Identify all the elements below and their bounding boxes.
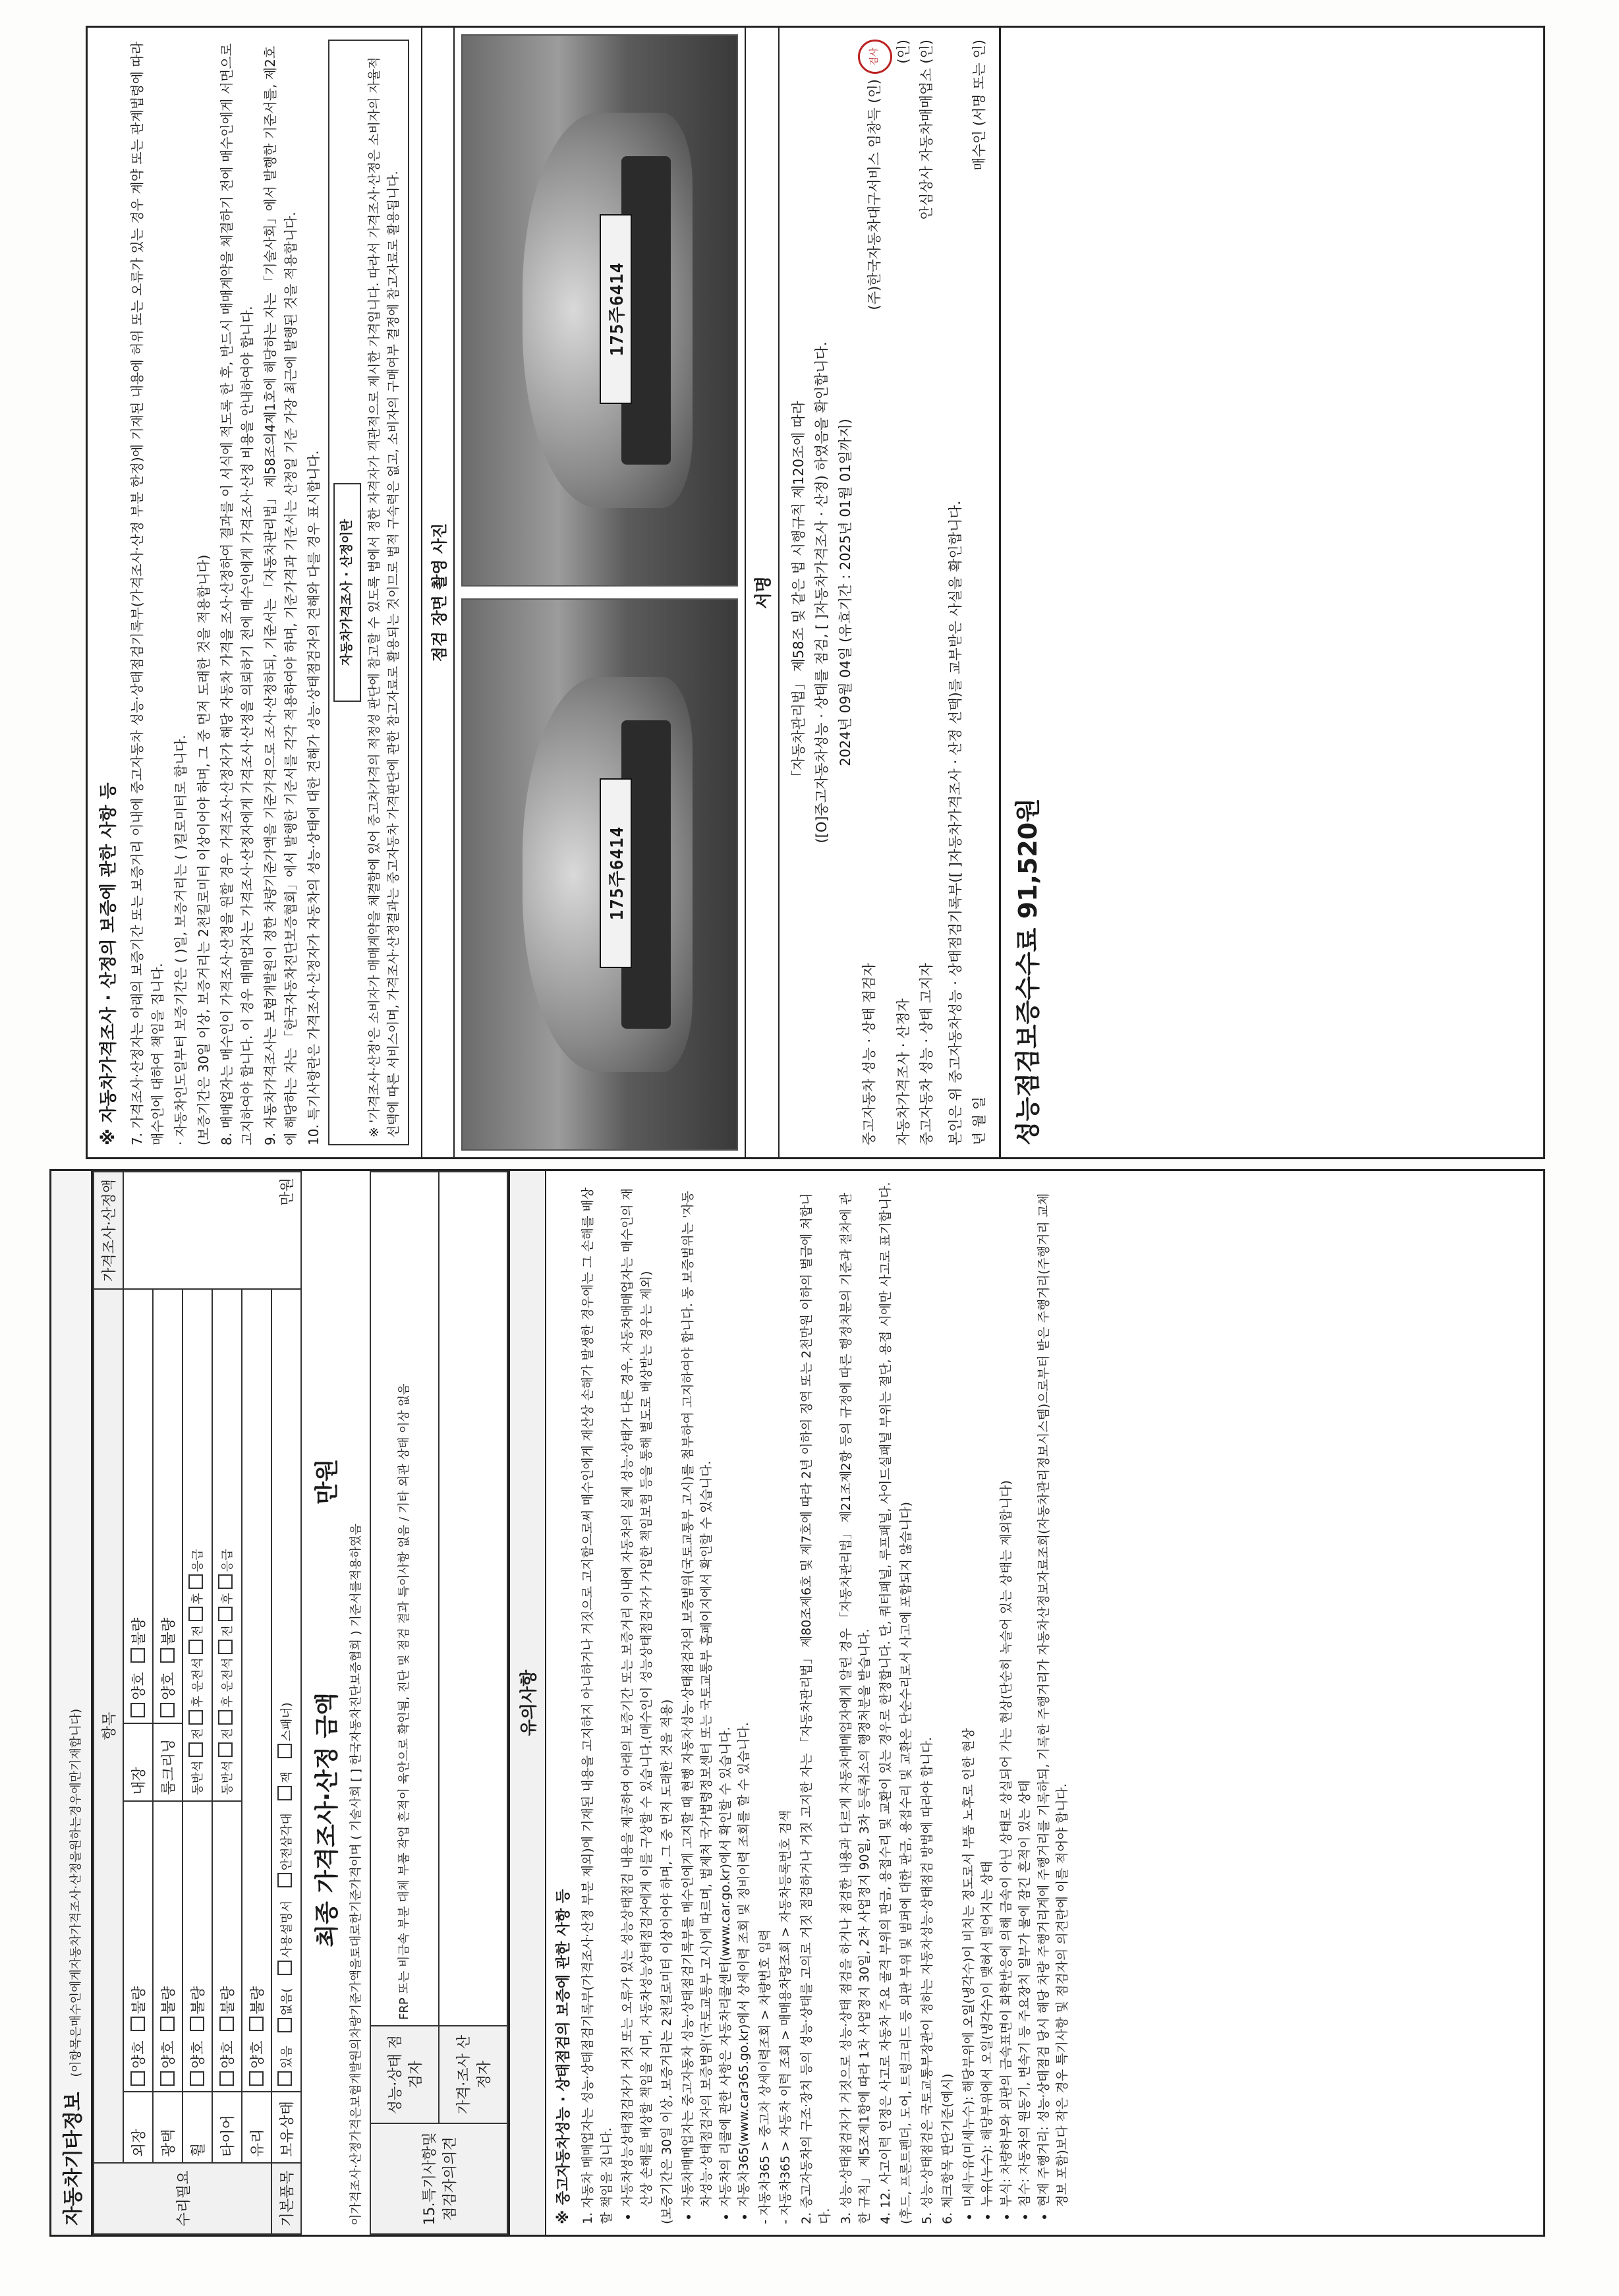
notice-item: • 자동차365(www.car365.go.kr)에서 상세이력 조회 및 정비이력 조회를 할 수 있습니다. <box>735 1182 754 2207</box>
row-label: 광택 <box>153 2092 183 2163</box>
table-row <box>242 1172 271 2234</box>
checkbox[interactable] <box>188 1574 203 1589</box>
checkbox-option[interactable]: 없음( <box>280 1988 294 2033</box>
notice-item: • 미세누유(미세누수): 해당부위에 오일(냉각수)이 비치는 정도로서 부품 노후로 인한 현상 <box>959 1182 979 2207</box>
opinion-label: 15.특기사항및 점검자의의견 <box>370 2123 507 2234</box>
license-plate: 175주6414 <box>600 214 633 404</box>
inspector-label: 성능·상태 점검자 <box>370 2026 439 2123</box>
signature-block <box>780 28 1000 1157</box>
table-row: 타이어 양호불량 동반석 전 후 운전석 전 후 응급 <box>212 1172 242 2234</box>
seat-label: 동반석 <box>190 1760 205 1795</box>
checkbox[interactable] <box>188 1710 203 1725</box>
signature-law-line: 「자동차관리법」 제58조 및 같은 법 시행규칙 제120조에 따라 <box>790 401 807 784</box>
checkbox[interactable] <box>218 1607 233 1621</box>
signer-role: 자동차가격조사 · 산정자 <box>895 998 911 1145</box>
assess-header: 가격조사·산정액 <box>94 1172 123 1289</box>
signer-name: (주)한국자동차대구서비스 임창득 <box>866 107 882 310</box>
opinion-table <box>370 1171 508 2235</box>
row-label: 내장 <box>123 1723 153 1801</box>
notice-section-title: 유의사항 <box>508 1171 546 2235</box>
buyer-row <box>968 40 992 1145</box>
pricing-definition-title: 자동차가격조사 · 산정이란 <box>333 483 360 702</box>
notice-item: (보증기간은 30일 이상, 보증거리는 2천킬로미터 이상이어야 하며, 그 중 먼저 도래한 것을 적용) <box>660 1699 675 2224</box>
pricing-guarantee-block <box>88 28 421 1157</box>
notice-item: • 누유(누수): 해당부위에서 오일(냉각수)이 맺혀서 떨어지는 상태 <box>978 1182 997 2207</box>
checkbox-option[interactable]: 양호 <box>250 2040 266 2086</box>
pricing-guarantee-title: ※ 자동차가격조사 · 산정의 보증에 관한 사항 등 <box>99 782 119 1145</box>
assessor-opinion <box>439 1172 507 2026</box>
notice-item: • 현재 주행거리: 성능·상태점검 당시 해당 차량 주행거리계에 주행거리를 기록하되, 기록한 주행거리가 자동차산정보자료조회(자동차관리정보시스템)으로부터 받은 주행거리(주행거리 교체 정보 포함)보다 작은 경우 특기사항 및 점검자의 의견란에 이를 적어야 합니다. <box>1035 1182 1072 2207</box>
inspection-photo-2 <box>461 34 738 587</box>
final-price-label: 최종 가격조사·산정 금액 <box>314 1692 341 1947</box>
final-price-unit: 만원 <box>314 1458 341 1505</box>
assessor-label: 가격·조사 산정자 <box>439 2026 507 2123</box>
checkbox[interactable] <box>218 1710 233 1725</box>
table-row <box>271 1172 301 2234</box>
other-info-header <box>51 1171 93 2235</box>
checkbox[interactable] <box>218 1574 233 1589</box>
final-price-note: 이가격조사·산정가격은보험개발원의차량기준가액을토대로한기준가격이며 ( 기술사회 [ ] 한국자동차진단보증협회 ) 기준서를적용하였음 <box>349 1523 363 2225</box>
notice-item: • 자동차성능상태점검자가 거짓 또는 오류가 있는 성능상태점검 내용을 제공하여 아래의 보증기간 또는 보증거리 이내에 자동차의 실제 성능·상태가 다른 경우, 자동차매매업자는 매수인의 재산상 손해를 배상할 책임을 지며, 자동차성능상태점검자에게 이를 구상할 수 있습니다.(매수인이 성능상태점검자가 가입한 책임보험 등을 통해 별도로 배상받는 경우는 제외) <box>618 1182 656 2207</box>
notice-item: • 부식: 차량하부와 외판의 금속표면이 화학반응에 의해 금속이 아닌 상태로 상실되어 가는 현상(단순히 녹슬어 있는 상태는 제외합니다) <box>997 1182 1016 2207</box>
row-label: 휠 <box>183 2092 212 2163</box>
pricing-definition-box <box>328 40 409 1145</box>
notice-item: • 자동차매매업자는 중고자동차 성능·상태점검기록부를 매수인에게 고지할 때 현행 자동차성능·상태점검자의 보증범위(국토교통부 고시)를 첨부하여 고지하여야 합니다. 동 보증범위는 '자동차성능·상태점검자의 보증범위'(국토교통부 고시)에 따르며, 법제처 국가법령정보센터 또는 국토교통부 홈페이지에서 확인할 수 있습니다. <box>679 1182 716 2207</box>
pricing-item: 9. 자동차가격조사는 보험개발원이 정한 차량기준가액을 기준가격으로 조사·산정하되, 기준서는 「자동차관리법」 제58조의4제1호에 해당하는 자는 「기술사회」에서 발행한 기준서를, 제2호에 해당하는 자는 「한국자동차진단보증협회」에서 발행한 기준서를 각각 적용하여야 하며, 기준가격과 기준서는 산정일 기준 가장 최근에 발행된 것을 적용합니다. <box>262 45 299 1145</box>
assess-unit: 만원 <box>123 1172 301 1289</box>
checkbox[interactable] <box>218 1640 233 1654</box>
table-row: 휠 양호불량 동반석 전 후 운전석 전 후 응급 <box>183 1172 212 2234</box>
notice-block <box>546 1171 1081 2235</box>
notice-item: 6. 체크항목 판단기준(예시) <box>940 2073 955 2224</box>
other-info-title: 자동차기타정보 <box>62 2092 85 2225</box>
notice-item: 2. 중고자동차의 구조·장치 등의 성능·상태를 고의로 거짓 점검하거나 거짓 고지한 자는 「자동차관리법」 제80조제6호 및 제7호에 따라 2년 이하의 징역 또는 2천만원 이하의 벌금에 처합니다. <box>799 1193 833 2224</box>
checkbox-option[interactable]: 양호 <box>220 2040 237 2086</box>
signature-title: 서명 <box>745 28 780 1157</box>
notice-item: 5. 성능·상태점검은 국토교통부장관이 정하는 자동차성능·상태점검 방법에 따라야 합니다. <box>919 1736 934 2224</box>
checkbox-option[interactable]: 양호 <box>131 2040 148 2086</box>
row-label: 룸크리닝 <box>153 1723 183 1801</box>
seal-icon: 검사 <box>858 40 892 74</box>
checkbox-option[interactable]: 안전삼각대 <box>280 1813 294 1887</box>
inspection-fee: 성능점검보증수수료 91,520원 <box>999 28 1050 1157</box>
checkbox[interactable] <box>188 1742 203 1757</box>
notice-item: - 자동차365 > 자동차 이력 조회 > 매매용차량조회 > 자동차등록번호 검색 <box>778 1810 793 2224</box>
notice-item: 1. 자동차 매매업자는 성능·상태점검기록부(가격조사·산정 부분 제외)에 기재된 내용을 고지하지 아니하거나 거짓으로 고지함으로써 매수인에게 재산상 손해가 발생한 경우에는 그 손해를 배상할 책임을 집니다. <box>581 1187 614 2224</box>
checkbox-option[interactable]: 불량 <box>131 1618 148 1663</box>
notice-item: • 침수: 자동차의 원동기, 변속기 등 주요장치 일부가 물에 잠긴 흔적이 있는 상태 <box>1015 1182 1035 2207</box>
table-row <box>123 1172 153 2234</box>
other-info-table <box>93 1171 302 2235</box>
table-row <box>153 1172 183 2234</box>
pricing-item: (보증기간은 30일 이상, 보증거리는 2천킬로미터 이상이어야 하며, 그 중 먼저 도래한 것을 적용합니다) <box>196 554 212 1145</box>
pricing-item: 7. 가격조사·산정자는 아래의 보증기간 또는 보증거리 이내에 중고자동차 성능·상태점검기록부(가격조사·산정 부분 한정)에 기재된 내용에 허위 또는 오류가 있는 경우 계약 또는 관계법령에 따라 매수인에 대하여 책임을 집니다. <box>129 42 166 1145</box>
inspection-photos-title: 점검 장면 촬영 사진 <box>421 28 455 1157</box>
notice-item: 4. 12. 사고이력 인정은 사고로 자동차 주요 골격 부위의 판금, 용접수리 및 교환이 있는 경우로 한정합니다. 단, 쿼터패널, 루프패널, 사이드실패널 부위는 절단, 용접 시에만 사고로 표기합니다. <box>878 1182 893 2224</box>
checkbox-option[interactable]: 불량 <box>161 1986 177 2032</box>
pricing-item: 8. 매매업자는 매수인이 가격조사·산정을 원할 경우 가격조사·산정자가 해당 자동차 가격을 조사·산정하여 결과를 이 서식에 적도록 한 후, 반드시 매매계약을 체결하기 전에 매수인에게 서면으로 고지하여야 합니다. 이 경우 매매업자는 가격조사·산정자에게 가격조사·산정을 의뢰하기 전에 매수인에게 가격조사·산정 비용을 안내하여야 합니다. <box>219 43 256 1145</box>
other-info-subtitle: (이항목은매수인에게자동차가격조사·산정을원하는경우에만기재합니다) <box>69 1708 83 2077</box>
notice-item: (후드, 프론트펜더, 도어, 트렁크리드 등 외판 부위 및 범퍼에 대한 판금, 용접수리 및 교환은 단순수리로서 사고에 포함되지 않습니다) <box>899 1501 914 2224</box>
signer-row: 자동차가격조사 · 산정자 (인) <box>892 40 916 1145</box>
inspection-photo-1 <box>461 598 738 1151</box>
checkbox-option[interactable]: 불량 <box>190 1986 207 2032</box>
seat-label: 동반석 <box>220 1760 235 1795</box>
checkbox-option[interactable]: 양호 <box>131 1672 148 1717</box>
checkbox-option[interactable]: 불량 <box>220 1986 237 2032</box>
pricing-item: · 자동차인도일부터 보증기간은 ( )일, 보증거리는 ( )킬로미터로 합니다. <box>173 735 189 1145</box>
checkbox-option[interactable]: 양호 <box>190 2040 207 2086</box>
inspection-photos <box>455 28 745 1157</box>
signer-role: 중고자동차 성능 · 상태 점검자 <box>861 963 877 1145</box>
row-label: 타이어 <box>212 2092 242 2163</box>
row-label: 외장 <box>123 2092 153 2163</box>
signer-row: 중고자동차 성능 · 상태 고지자 안심상사 자동차매매업소 (인) <box>915 40 939 1145</box>
notice-item: • 자동차의 리콜에 관한 사항은 자동차리콜센터(www.car.go.kr)에서 확인할 수 있습니다. <box>716 1182 735 2207</box>
license-plate: 175주6414 <box>600 778 633 968</box>
item-header: 항목 <box>94 1289 123 2163</box>
checkbox-option[interactable]: 있음 <box>280 2046 294 2086</box>
notice-item: - 자동차365 > 중고차 상세이력조회 > 차량번호 입력 <box>757 1929 772 2224</box>
seat-label: 운전석 <box>220 1657 235 1692</box>
signer-row: 중고자동차 성능 · 상태 점검자 (주)한국자동차대구서비스 임창득 (인)검사 <box>858 40 892 1145</box>
signer-name: 안심상사 자동차매매업소 <box>919 68 935 220</box>
row-label: 유리 <box>242 2092 271 2163</box>
checkbox-option[interactable]: 사용설명서 <box>280 1901 294 1975</box>
left-panel <box>49 1169 1545 2237</box>
pricing-item: 10. 특기사항란은 가격조사·산정자가 자동차의 성능·상태에 대한 견해가 성능·상태점검자의 견해와 다를 경우 표시합니다. <box>306 450 322 1145</box>
signer-role: 중고자동차 성능 · 상태 고지자 <box>919 963 935 1145</box>
signature-date: 2024년 09월 04일 (유효기간 : 2025년 01월 01일까지) <box>837 418 853 766</box>
notice-title: ※ 중고자동차성능 · 상태점검의 보증에 관한 사항 등 <box>555 1889 573 2224</box>
checkbox-option[interactable]: 양호 <box>161 2040 177 2086</box>
checkbox-option[interactable]: 불량 <box>131 1986 148 2032</box>
buyer-date-blank[interactable]: 년 월 일 <box>971 1096 987 1145</box>
checkbox-option[interactable]: 잭 <box>280 1771 294 1800</box>
seat-label: 운전석 <box>190 1657 205 1692</box>
inspector-opinion: FRP 또는 비금속 부분 대체 부품 작업 흔적이 육안으로 확인됨, 진단 및 점검 결과 특이사항 없음 / 기타 외관 상태 이상 없음 <box>370 1172 439 2026</box>
checkbox[interactable] <box>218 1742 233 1757</box>
pricing-definition-text: ※ '가격조사·산정'은 소비자가 매매계약을 체결함에 있어 중고차가격의 적정성 판단에 참고할 수 있도록 법에서 정한 자격자가 객관적으로 제시한 가격입니다. 따라서 가격조사·산정은 소비자의 자율적 선택에 따른 서비스이며, 가격조사·산정결과는 중고자동차 가격판단에 관한 참고자료로 활용되는 것이므로 법적 구속력은 없고, 소비자의 구매여부 결정에 참고자료로 활용됩니다. <box>366 57 401 1137</box>
signature-confirm-line: ([O]중고자동차성능 · 상태를 점검, [ ]자동차가격조사 · 산정) 하였음을 확인합니다. <box>814 341 830 844</box>
checkbox-option[interactable]: 스패너) <box>280 1702 294 1758</box>
repair-needed-label: 수리필요 <box>94 2163 271 2234</box>
right-panel <box>86 26 1545 1159</box>
final-price-row <box>302 1171 349 2235</box>
notice-item: 3. 성능·상태점검자가 거짓으로 성능·상태 점검을 하거나 점검한 내용과 다르게 자동차매매업자에게 알린 경우 「자동차관리법」 제21조제2항 등의 규정에 따른 행정처분의 기준과 절차에 관한 규칙」 제5조제1항에 따라 1차 사업정지 30일, 2차 사업정지 90일, 3차 등록취소의 행정처분을 받습니다. <box>838 1192 872 2224</box>
checkbox-option[interactable]: 양호 <box>161 1672 177 1717</box>
basic-items-sub: 보유상태 <box>271 2092 301 2163</box>
buyer-confirmation: 본인은 위 중고자동차성능 · 상태점검기록부([ ]자동차가격조사 · 산정 선택)를 교부받은 사실을 확인합니다. <box>948 500 964 1145</box>
checkbox[interactable] <box>188 1607 203 1621</box>
buyer-label: 매수인 <box>971 130 987 171</box>
checkbox-option[interactable]: 불량 <box>250 1986 266 2032</box>
checkbox[interactable] <box>188 1640 203 1654</box>
buyer-sign-field[interactable]: (서명 또는 인) <box>971 40 987 127</box>
checkbox-option[interactable]: 불량 <box>161 1618 177 1663</box>
basic-items-label: 기본품목 <box>271 2163 301 2234</box>
